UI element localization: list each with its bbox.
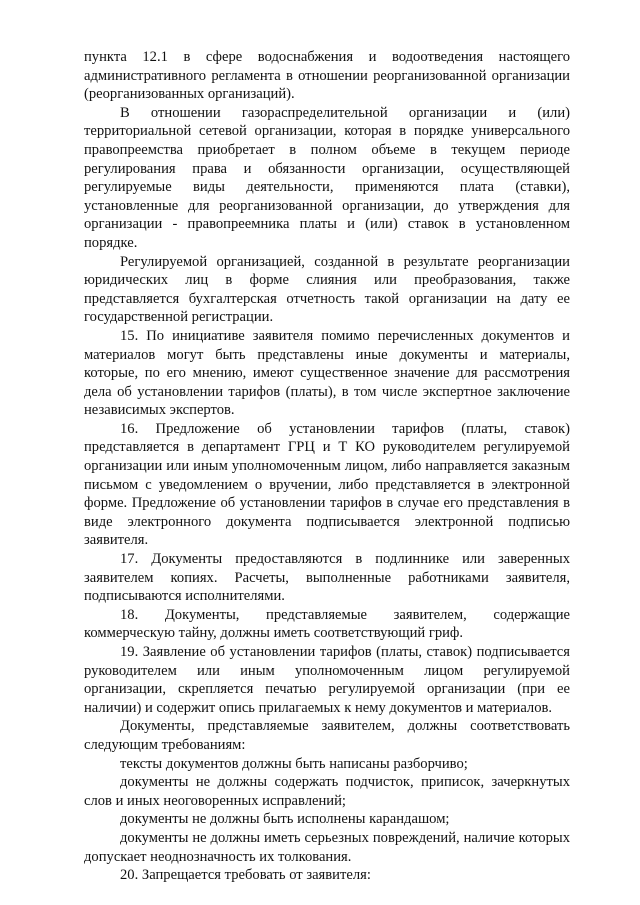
paragraph-item-19: 19. Заявление об установлении тарифов (платы, ставок) подписывается руководителем или иным уполномоченным лицом регулируемой организации, скрепляется печатью регулируемой организации (при ее наличии) и содержит опись прилагаемых к нему документов и материалов. <box>84 644 570 716</box>
list-item-legible: тексты документов должны быть написаны разборчиво; <box>120 755 468 772</box>
paragraph-item-17: 17. Документы предоставляются в подлиннике или заверенных заявителем копиях. Расчеты, выполненные работниками заявителя, подписываются исполнителями. <box>84 551 570 605</box>
paragraph-item-20: 20. Запрещается требовать от заявителя: <box>120 867 371 884</box>
paragraph-reorganization-reporting: Регулируемой организацией, созданной в результате реорганизации юридических лиц в форме слияния или преобразования, также представляется бухгалтерская отчетность такой организации на дату ее государственной регистрации. <box>84 253 570 326</box>
paragraph-gas-distribution: В отношении газораспределительной организации и (или) территориальной сетевой организации, которая в порядке универсального правопреемства приобретает в полном объеме в текущем периоде регулирования права и обязанности организации, осуществляющей регулируемые виды деятельности, применяются плата (ставки), установленные для реорганизованной организации, до утверждения для организации - правопреемника платы и (или) ставок в установленном порядке. <box>84 104 570 251</box>
paragraph-12-1-continuation: пункта 12.1 в сфере водоснабжения и водоотведения настоящего административного регламента в отношении реорганизованной организации (реорганизованных организаций). <box>84 49 570 103</box>
paragraph-item-16: 16. Предложение об установлении тарифов (платы, ставок) представляется в департамент ГРЦ и Т КО руководителем регулируемой организации или иным уполномоченным лицом, либо направляется заказным письмом с уведомлением о вручении, либо представляется в электронной форме. Предложение об установлении тарифов в случае его представления в виде электронного документа подписывается электронной подписью заявителя. <box>84 420 570 549</box>
list-item-no-pencil: документы не должны быть исполнены карандашом; <box>120 811 450 828</box>
list-item-no-damage: документы не должны иметь серьезных повреждений, наличие которых допускает неоднозначность их толкования. <box>84 829 570 865</box>
document-page <box>84 48 570 885</box>
paragraph-item-15: 15. По инициативе заявителя помимо перечисленных документов и материалов могут быть представлены иные документы и материалы, которые, по его мнению, имеют существенное значение для рассмотрения дела об установлении тарифов (платы), в том числе экспертное заключение независимых экспертов. <box>84 327 570 419</box>
list-item-no-corrections: документы не должны содержать подчисток, приписок, зачеркнутых слов и иных неоговоренных исправлений; <box>84 774 570 809</box>
paragraph-requirements-intro: Документы, представляемые заявителем, должны соответствовать следующим требованиям: <box>84 718 570 753</box>
paragraph-item-18: 18. Документы, представляемые заявителем, содержащие коммерческую тайну, должны иметь соответствующий гриф. <box>84 606 570 642</box>
